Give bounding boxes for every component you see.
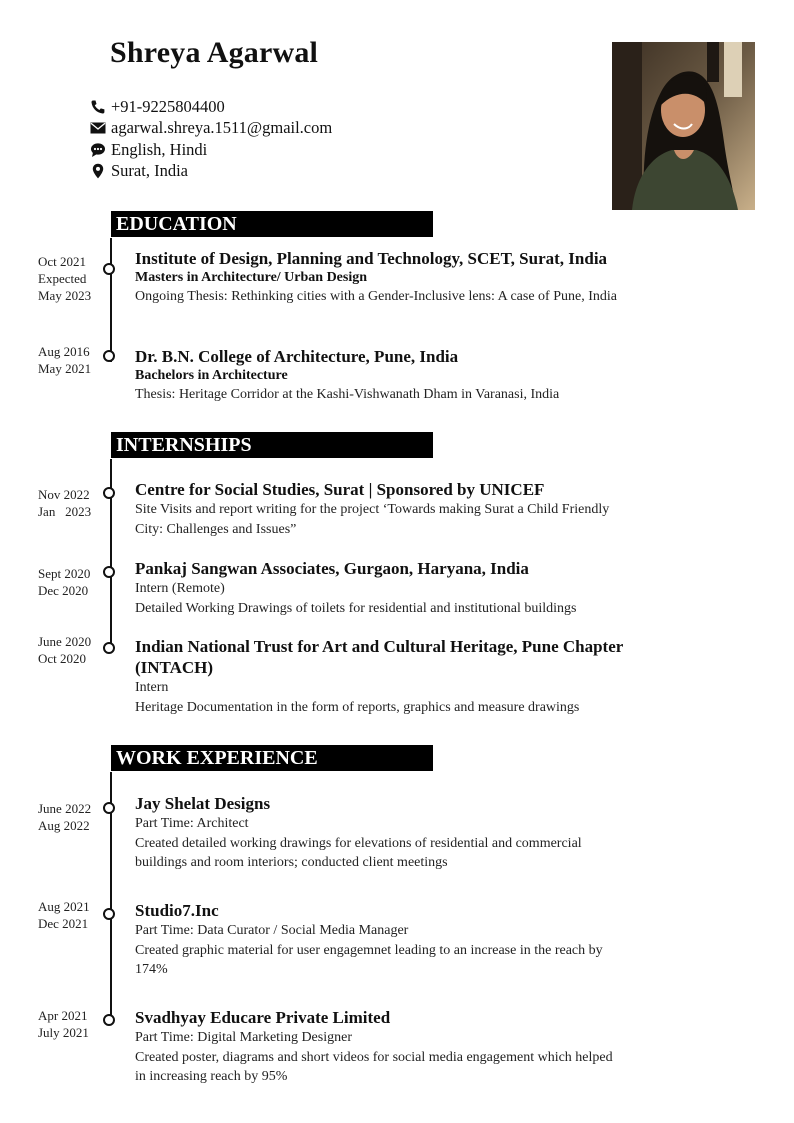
entry-title: Svadhyay Educare Private Limited <box>135 1008 391 1027</box>
section-header-internships: INTERNSHIPS <box>111 432 433 458</box>
entry-description: 174% <box>135 962 168 977</box>
phone-text: +91-9225804400 <box>111 97 225 116</box>
contact-email <box>90 118 332 138</box>
entry-description: Created poster, diagrams and short videos for social media engagement which helped <box>135 1049 613 1065</box>
email-text: agarwal.shreya.1511@gmail.com <box>111 118 333 137</box>
languages-text: English, Hindi <box>111 140 208 159</box>
section-header-education: EDUCATION <box>111 211 433 237</box>
entry-description: in increasing reach by 95% <box>135 1069 288 1084</box>
entry-role: Part Time: Data Curator / Social Media Manager <box>135 923 409 938</box>
entry-description: Site Visits and report writing for the project ‘Towards making Surat a Child Friendly <box>135 502 610 517</box>
timeline-node <box>103 642 115 654</box>
entry-description: Thesis: Heritage Corridor at the Kashi-Vishwanath Dham in Varanasi, India <box>135 387 560 402</box>
entry-description: Heritage Documentation in the form of reports, graphics and measure drawings <box>135 699 580 715</box>
contact-phone <box>90 97 225 117</box>
entry-dates: June 2020 Oct 2020 <box>38 634 92 666</box>
entry-role: Part Time: Architect <box>135 816 249 831</box>
timeline-line-education <box>110 238 112 362</box>
education-entry <box>135 346 670 405</box>
entry-dates: Oct 2021 Expected May 2023 <box>38 254 92 303</box>
timeline-node <box>103 1014 115 1026</box>
location-pin-icon <box>90 163 106 179</box>
entry-role: Part Time: Digital Marketing Designer <box>135 1030 352 1045</box>
timeline-node <box>103 566 115 578</box>
entry-title-continued: (INTACH) <box>135 658 214 677</box>
entry-subtitle: Masters in Architecture/ Urban Design <box>135 270 368 285</box>
internship-entry <box>135 479 670 539</box>
timeline-node <box>103 263 115 275</box>
entry-title: Centre for Social Studies, Surat | Sponsored by UNICEF <box>135 480 545 499</box>
entry-description: Created detailed working drawings for elevations of residential and commercial <box>135 835 582 851</box>
timeline-node <box>103 908 115 920</box>
entry-dates: Apr 2021 July 2021 <box>38 1008 89 1040</box>
entry-description: Detailed Working Drawings of toilets for residential and institutional buildings <box>135 600 577 616</box>
contact-languages <box>90 140 207 160</box>
entry-dates: June 2022 Aug 2022 <box>38 801 92 833</box>
candidate-name: Shreya Agarwal <box>110 36 319 69</box>
internship-entry <box>135 558 670 618</box>
entry-role: Intern (Remote) <box>135 581 225 596</box>
work-entry <box>135 1007 670 1087</box>
work-entry <box>135 900 670 980</box>
internship-entry <box>135 636 670 717</box>
entry-title: Dr. B.N. College of Architecture, Pune, India <box>135 347 459 366</box>
entry-title: Pankaj Sangwan Associates, Gurgaon, Haryana, India <box>135 559 529 578</box>
contact-location <box>90 161 188 181</box>
entry-description: Ongoing Thesis: Rethinking cities with a Gender-Inclusive lens: A case of Pune, India <box>135 289 617 304</box>
entry-role: Intern <box>135 680 169 695</box>
phone-icon <box>90 99 106 115</box>
entry-subtitle: Bachelors in Architecture <box>135 368 288 383</box>
speech-bubble-icon <box>90 142 106 158</box>
location-text: Surat, India <box>111 161 188 180</box>
entry-dates: Sept 2020 Dec 2020 <box>38 566 91 598</box>
timeline-node <box>103 802 115 814</box>
entry-title: Studio7.Inc <box>135 901 219 920</box>
education-entry <box>135 248 670 307</box>
timeline-node <box>103 487 115 499</box>
entry-dates: Aug 2021 Dec 2021 <box>38 899 90 931</box>
envelope-icon <box>90 120 106 136</box>
profile-photo <box>612 42 755 210</box>
entry-description: Created graphic material for user engagemnet leading to an increase in the reach by <box>135 942 603 958</box>
entry-description: buildings and room interiors; conducted client meetings <box>135 855 448 870</box>
entry-description: City: Challenges and Issues” <box>135 521 297 537</box>
entry-dates: Nov 2022 Jan 2023 <box>38 487 92 519</box>
entry-title: Jay Shelat Designs <box>135 794 271 813</box>
entry-title: Institute of Design, Planning and Technology, SCET, Surat, India <box>135 249 608 268</box>
entry-title: Indian National Trust for Art and Cultural Heritage, Pune Chapter <box>135 637 624 656</box>
section-header-work-experience: WORK EXPERIENCE <box>111 745 433 771</box>
work-entry <box>135 793 670 873</box>
timeline-node <box>103 350 115 362</box>
entry-dates: Aug 2016 May 2021 <box>38 344 92 376</box>
